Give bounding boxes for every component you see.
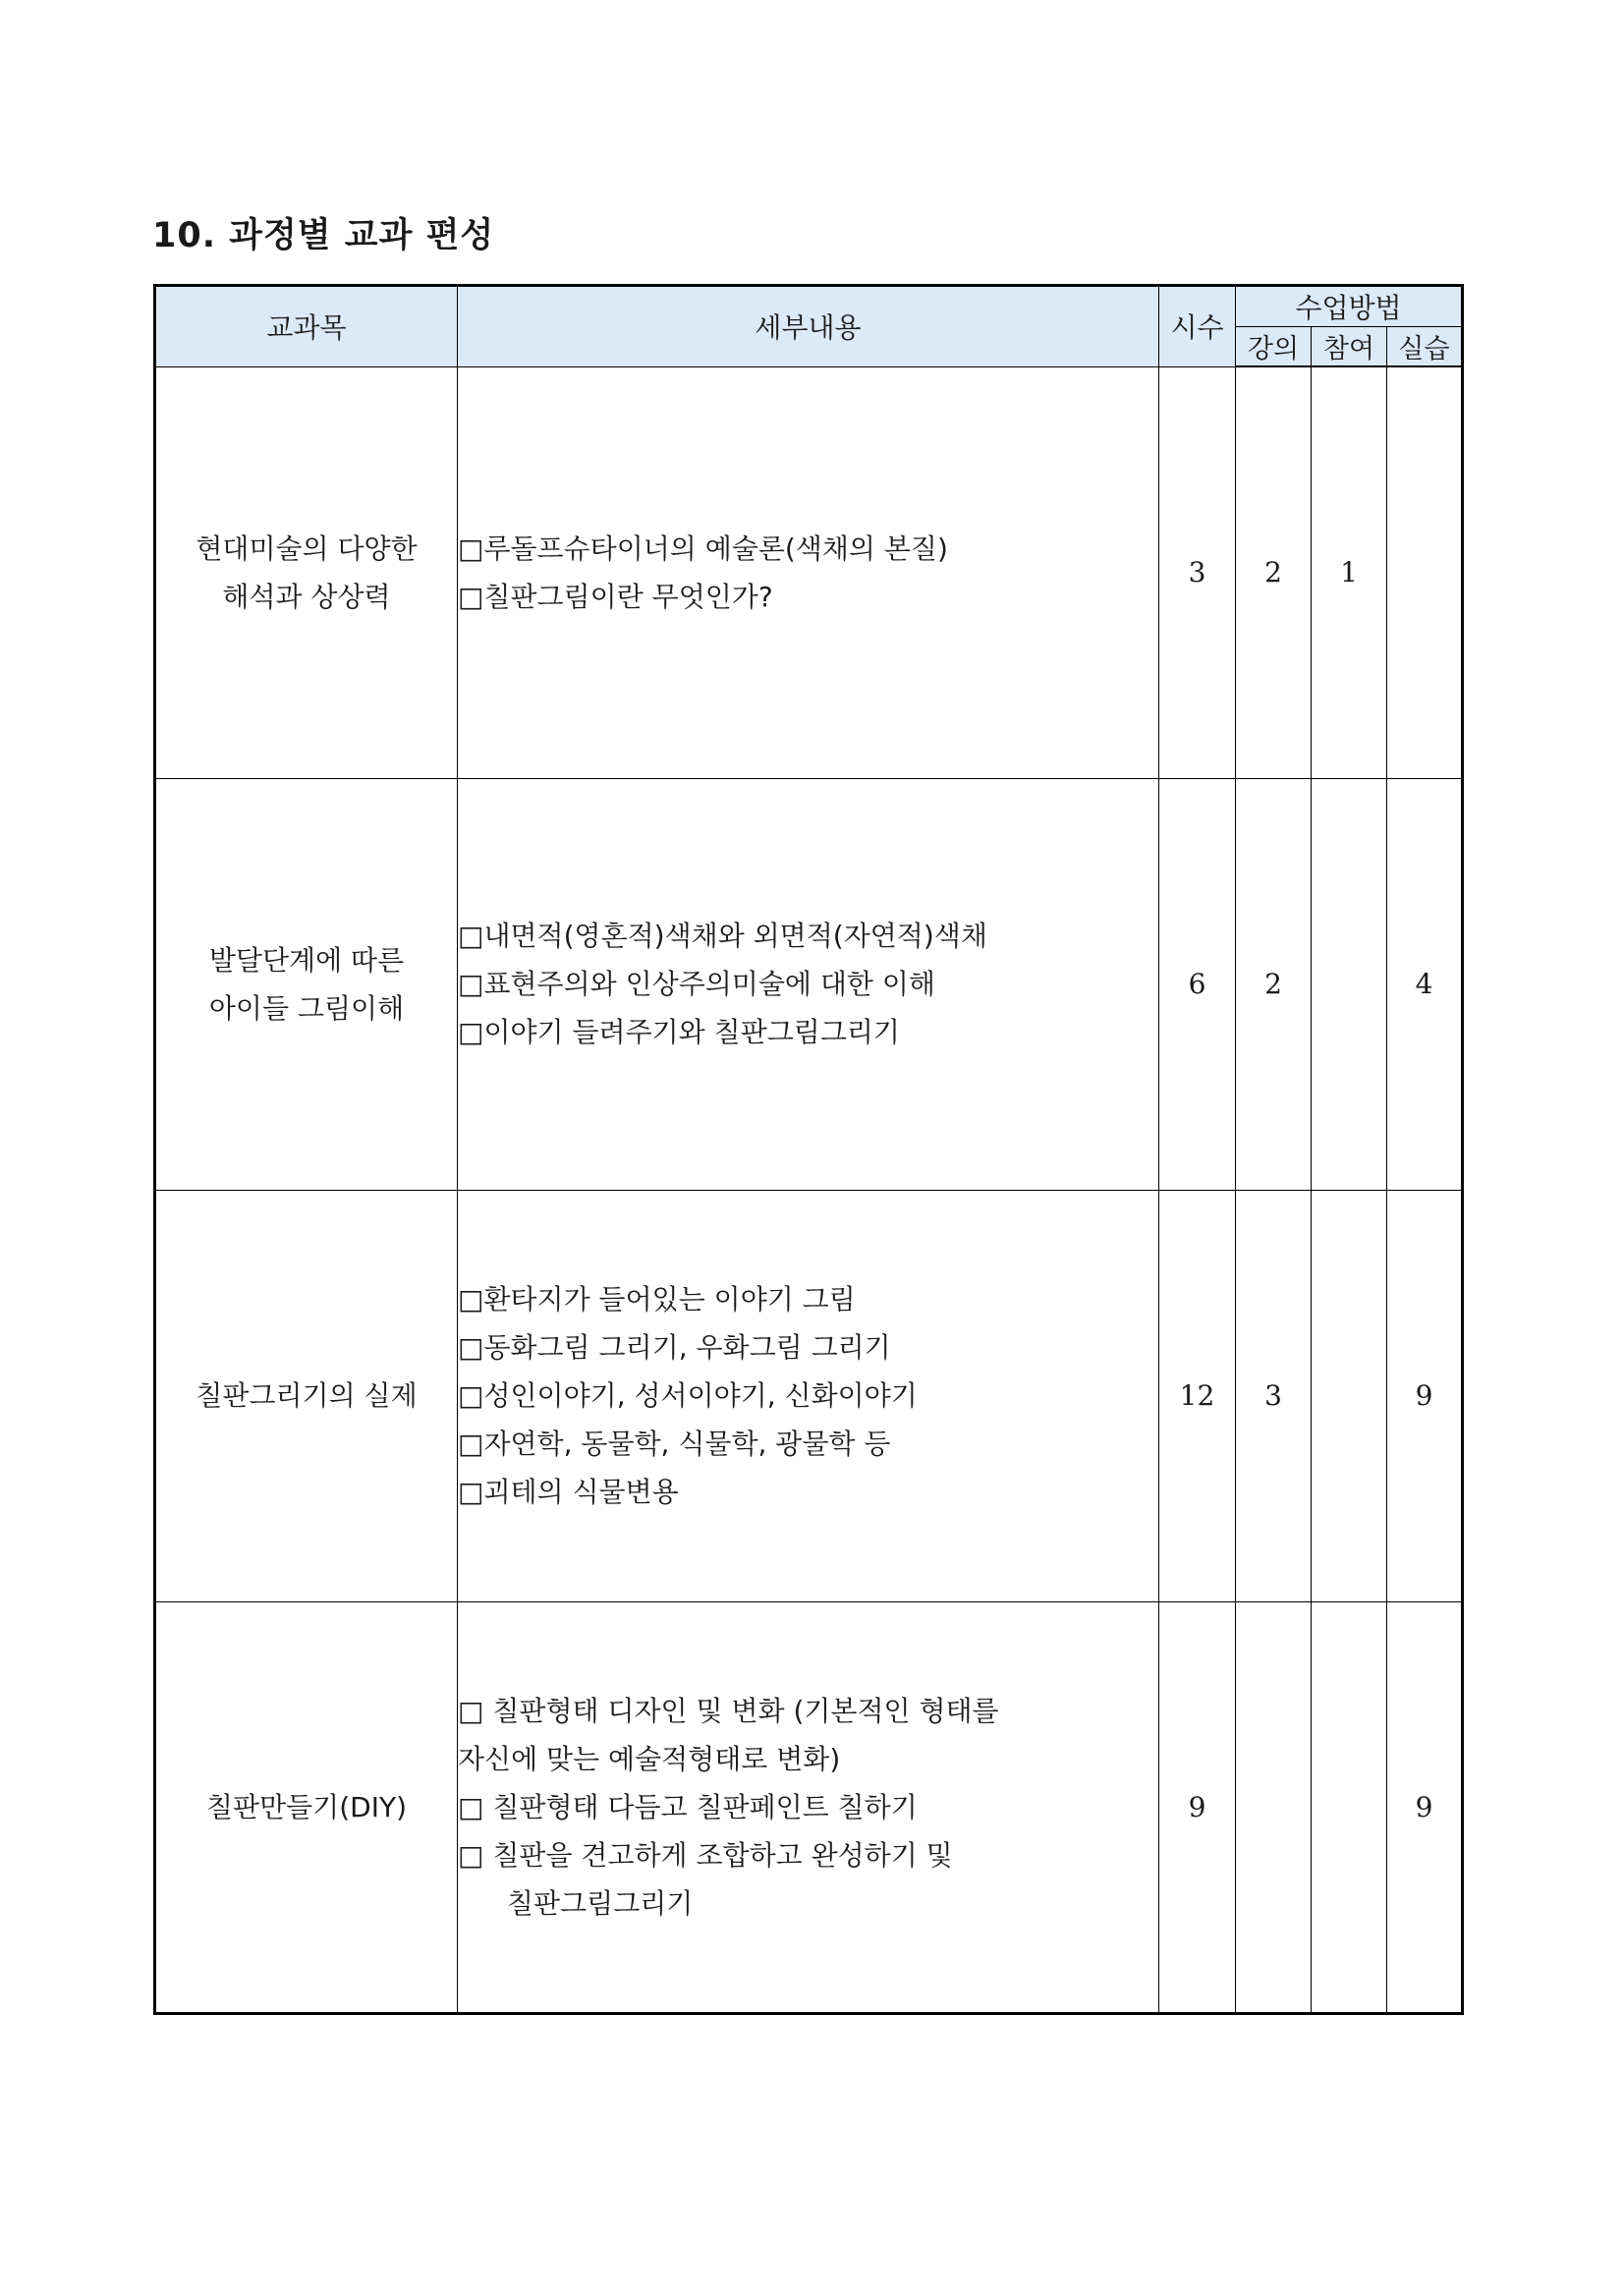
- detail-line: □동화그림 그리기, 우화그림 그리기: [458, 1331, 891, 1364]
- header-hours: 시수: [1159, 286, 1236, 367]
- subject-line: 아이들 그림이해: [208, 991, 405, 1025]
- curriculum-table: [153, 284, 1464, 2015]
- practice-cell: 4: [1387, 778, 1463, 1190]
- practice-cell: 9: [1387, 1190, 1463, 1601]
- table-row: [155, 366, 1463, 778]
- hours-cell: 6: [1159, 778, 1236, 1190]
- subject-line: 칠판만들기(DIY): [205, 1790, 407, 1823]
- subject-line: 발달단계에 따른: [208, 943, 405, 977]
- header-participation: 참여: [1312, 327, 1387, 367]
- detail-line: □표현주의와 인상주의미술에 대한 이해: [458, 968, 935, 1000]
- detail-line: □ 칠판을 견고하게 조합하고 완성하기 및: [458, 1838, 953, 1872]
- detail-line: □ 칠판형태 디자인 및 변화 (기본적인 형태를: [458, 1694, 999, 1727]
- detail-line: □환타지가 들어있는 이야기 그림: [458, 1283, 856, 1316]
- detail-cell: [458, 778, 1159, 1190]
- detail-line: □루돌프슈타이너의 예술론(색채의 본질): [458, 532, 948, 565]
- detail-line: □자연학, 동물학, 식물학, 광물학 등: [458, 1428, 891, 1460]
- participation-cell: 1: [1312, 366, 1387, 778]
- practice-cell: [1387, 366, 1463, 778]
- subject-cell: [155, 1601, 458, 2013]
- table-row: [155, 1190, 1463, 1601]
- detail-cell: [458, 1601, 1159, 2013]
- lecture-cell: 2: [1236, 366, 1312, 778]
- detail-line: □이야기 들려주기와 칠판그림그리기: [458, 1016, 900, 1048]
- lecture-cell: 3: [1236, 1190, 1312, 1601]
- subject-line: 현대미술의 다양한: [196, 532, 418, 565]
- header-practice: 실습: [1387, 327, 1463, 367]
- detail-line: 칠판그림그리기: [507, 1886, 694, 1920]
- header-detail: 세부내용: [458, 286, 1159, 367]
- header-subject: 교과목: [155, 286, 458, 367]
- participation-cell: [1312, 1190, 1387, 1601]
- detail-line: □성인이야기, 성서이야기, 신화이야기: [458, 1379, 918, 1412]
- practice-cell: 9: [1387, 1601, 1463, 2013]
- hours-cell: 9: [1159, 1601, 1236, 2013]
- detail-line: □내면적(영혼적)색채와 외면적(자연적)색채: [458, 920, 987, 952]
- participation-cell: [1312, 1601, 1387, 2013]
- detail-cell: [458, 1190, 1159, 1601]
- lecture-cell: [1236, 1601, 1312, 2013]
- table-row: [155, 778, 1463, 1190]
- hours-cell: 12: [1159, 1190, 1236, 1601]
- lecture-cell: 2: [1236, 778, 1312, 1190]
- table-row: [155, 1601, 1463, 2013]
- detail-line: □ 칠판형태 다듬고 칠판페인트 칠하기: [458, 1790, 918, 1823]
- header-method: 수업방법: [1236, 286, 1463, 327]
- section-title: 10. 과정별 교과 편성: [152, 216, 495, 255]
- subject-line: 해석과 상상력: [222, 580, 391, 613]
- hours-cell: 3: [1159, 366, 1236, 778]
- subject-cell: [155, 1190, 458, 1601]
- header-lecture: 강의: [1236, 327, 1312, 367]
- participation-cell: [1312, 778, 1387, 1190]
- detail-cell: [458, 366, 1159, 778]
- detail-line: □칠판그림이란 무엇인가?: [458, 580, 773, 613]
- subject-line: 칠판그리기의 실제: [196, 1379, 418, 1412]
- subject-cell: [155, 366, 458, 778]
- detail-line: 자신에 맞는 예술적형태로 변화): [458, 1742, 841, 1775]
- subject-cell: [155, 778, 458, 1190]
- detail-line: □괴테의 식물변용: [458, 1476, 679, 1508]
